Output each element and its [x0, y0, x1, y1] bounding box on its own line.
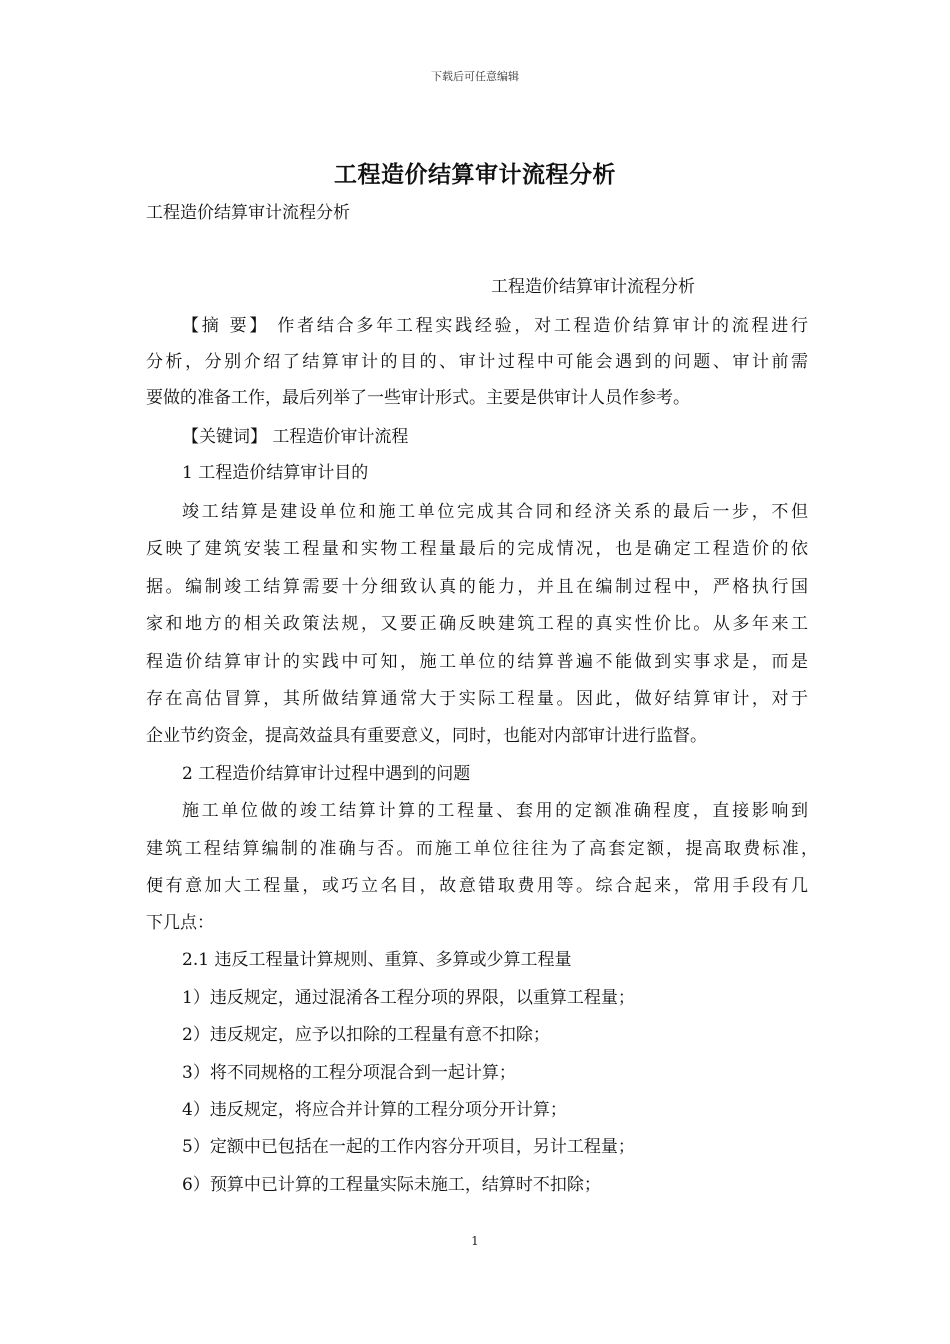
section-1-line: 竣工结算是建设单位和施工单位完成其合同和经济关系的最后一步，不但 [182, 502, 808, 522]
section-1-line: 据。编制竣工结算需要十分细致认真的能力，并且在编制过程中，严格执行国 [146, 577, 808, 597]
section-1-heading: 1 工程造价结算审计目的 [182, 463, 369, 483]
section-1-line: 家和地方的相关政策法规，又要正确反映建筑工程的真实性价比。从多年来工 [146, 614, 808, 634]
abstract-line-3: 要做的准备工作，最后列举了一些审计形式。主要是供审计人员作参考。 [146, 388, 690, 408]
section-2-line: 建筑工程结算编制的准确与否。而施工单位往往为了高套定额，提高取费标准， [146, 839, 818, 859]
section-1-line: 存在高估冒算，其所做结算通常大于实际工程量。因此，做好结算审计，对于 [146, 689, 808, 709]
abstract-line-2: 分析，分别介绍了结算审计的目的、审计过程中可能会遇到的问题、审计前需 [146, 352, 808, 372]
section-2-line: 便有意加大工程量，或巧立名目，故意错取费用等。综合起来，常用手段有几 [146, 876, 808, 896]
list-item: 1）违反规定，通过混淆各工程分项的界限，以重算工程量； [182, 988, 635, 1008]
header-note: 下载后可任意编辑 [431, 70, 519, 83]
section-1-line: 程造价结算审计的实践中可知，施工单位的结算普遍不能做到实事求是，而是 [146, 652, 808, 672]
abstract-line-1: 【摘 要】 作者结合多年工程实践经验，对工程造价结算审计的流程进行 [182, 316, 808, 336]
list-item: 5）定额中已包括在一起的工作内容分开项目，另计工程量； [182, 1137, 635, 1157]
keywords: 【关键词】 工程造价审计流程 [182, 427, 409, 447]
page-number: 1 [471, 1234, 479, 1248]
list-item: 6）预算中已计算的工程量实际未施工，结算时不扣除； [182, 1175, 601, 1195]
subtitle-right: 工程造价结算审计流程分析 [491, 277, 695, 297]
list-item: 4）违反规定，将应合并计算的工程分项分开计算； [182, 1100, 567, 1120]
section-1-line: 企业节约资金，提高效益具有重要意义，同时，也能对内部审计进行监督。 [146, 726, 707, 746]
section-2-line: 施工单位做的竣工结算计算的工程量、套用的定额准确程度，直接影响到 [182, 801, 808, 821]
list-item: 2）违反规定，应予以扣除的工程量有意不扣除； [182, 1025, 550, 1045]
document-title: 工程造价结算审计流程分析 [334, 161, 616, 188]
list-item: 3）将不同规格的工程分项混合到一起计算； [182, 1063, 516, 1083]
subtitle-left: 工程造价结算审计流程分析 [146, 203, 350, 223]
section-2-line: 下几点： [146, 913, 214, 933]
section-2-1-heading: 2.1 违反工程量计算规则、重算、多算或少算工程量 [182, 950, 572, 970]
section-1-line: 反映了建筑安装工程量和实物工程量最后的完成情况，也是确定工程造价的依 [146, 539, 808, 559]
section-2-heading: 2 工程造价结算审计过程中遇到的问题 [182, 764, 471, 784]
